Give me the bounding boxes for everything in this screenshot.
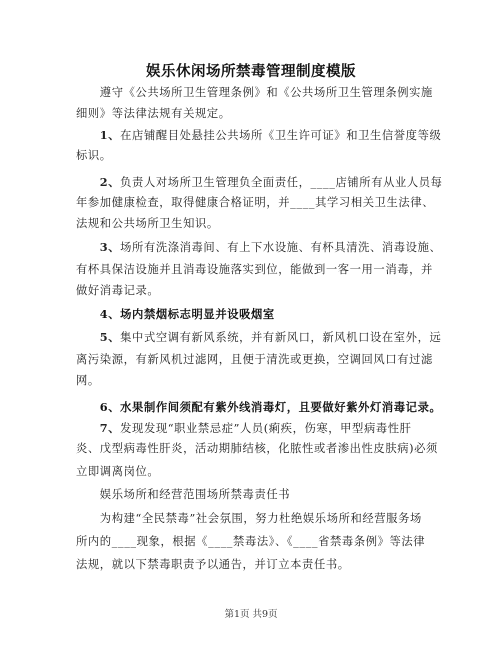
body-line [76, 217, 219, 231]
body-line [76, 465, 159, 479]
body-line [76, 240, 441, 255]
line-text: 集中式空调有新风系统，并有新风口，新风机口设在室外，远 [120, 331, 442, 344]
document-title: 娱乐休闲场所禁毒管理制度模版 [146, 63, 356, 80]
body-line [76, 284, 159, 298]
line-text: 4、场内禁烟标志明显并设吸烟室 [76, 307, 275, 321]
body-line [76, 330, 441, 345]
line-text: 做好消毒记录。 [76, 284, 160, 297]
line-text: 所内的____现象，根据《____禁毒法》、《____省禁毒条例》等法律 [76, 535, 426, 548]
line-text: 娱乐场所和经营范围场所禁毒责任书 [76, 488, 291, 501]
body-line [76, 263, 433, 277]
body-line [76, 374, 100, 388]
line-text: 在店铺醒目处悬挂公共场所《卫生许可证》和卫生信誉度等级 [120, 129, 442, 142]
section-heading [76, 400, 441, 414]
line-text: 负责人对场所卫生管理负全面责任，____店铺所有从业人员每 [120, 176, 443, 189]
section-heading [76, 307, 275, 321]
line-text: 场所有洗涤消毒间、有上下水设施、有杯具清洗、消毒设施、 [120, 241, 442, 254]
item-number: 3、 [76, 240, 121, 254]
body-line [76, 196, 434, 210]
item-number: 1、 [76, 128, 121, 142]
item-number: 7、 [76, 421, 121, 435]
line-text: 有杯具保洁设施并且消毒设施落实到位，能做到一客一用一消毒，并 [76, 263, 433, 276]
line-text: 立即调离岗位。 [76, 465, 160, 478]
line-text: 遵守《公共场所卫生管理条例》和《公共场所卫生管理条例实施 [76, 86, 433, 99]
body-line [76, 488, 290, 502]
page-footer: 第1页 共9页 [224, 609, 278, 620]
item-number: 2、 [76, 175, 121, 189]
line-text: 炎、戊型病毒性肝炎，活动期肺结核，化脓性或者渗出性皮肤病)必须 [76, 442, 438, 455]
body-line [76, 558, 350, 572]
line-text: 为构建“全民禁毒”社会氛围，努力杜绝娱乐场所和经营服务场 [76, 512, 422, 525]
line-text: 离污染源，有新风机过滤网，且便于清洗或更换，空调回风口有过滤 [76, 353, 433, 366]
line-text: 法规，就以下禁毒职责予以通告，并订立本责任书。 [76, 558, 350, 571]
line-text: 年参加健康检查，取得健康合格证明，并____其学习相关卫生法律、 [76, 196, 435, 209]
body-line [76, 353, 433, 367]
line-text: 法规和公共场所卫生知识。 [76, 217, 219, 230]
line-text: 网。 [76, 374, 100, 387]
body-line [76, 149, 112, 163]
body-line [76, 128, 441, 143]
body-line [76, 175, 443, 190]
body-line [76, 86, 433, 100]
body-line [76, 512, 422, 526]
item-number: 5、 [76, 330, 121, 344]
line-text: 标识。 [76, 149, 112, 162]
body-line [76, 107, 231, 121]
line-text: 细则》等法律法规有关规定。 [76, 107, 231, 120]
body-line [76, 535, 425, 549]
body-line [76, 442, 438, 456]
line-text: 发现发现“职业禁忌症”人员(痢疾，伤寒，甲型病毒性肝 [120, 422, 412, 435]
body-line [76, 421, 412, 436]
line-text: 6、水果制作间须配有紫外线消毒灯，且要做好紫外灯消毒记录。 [76, 400, 442, 414]
